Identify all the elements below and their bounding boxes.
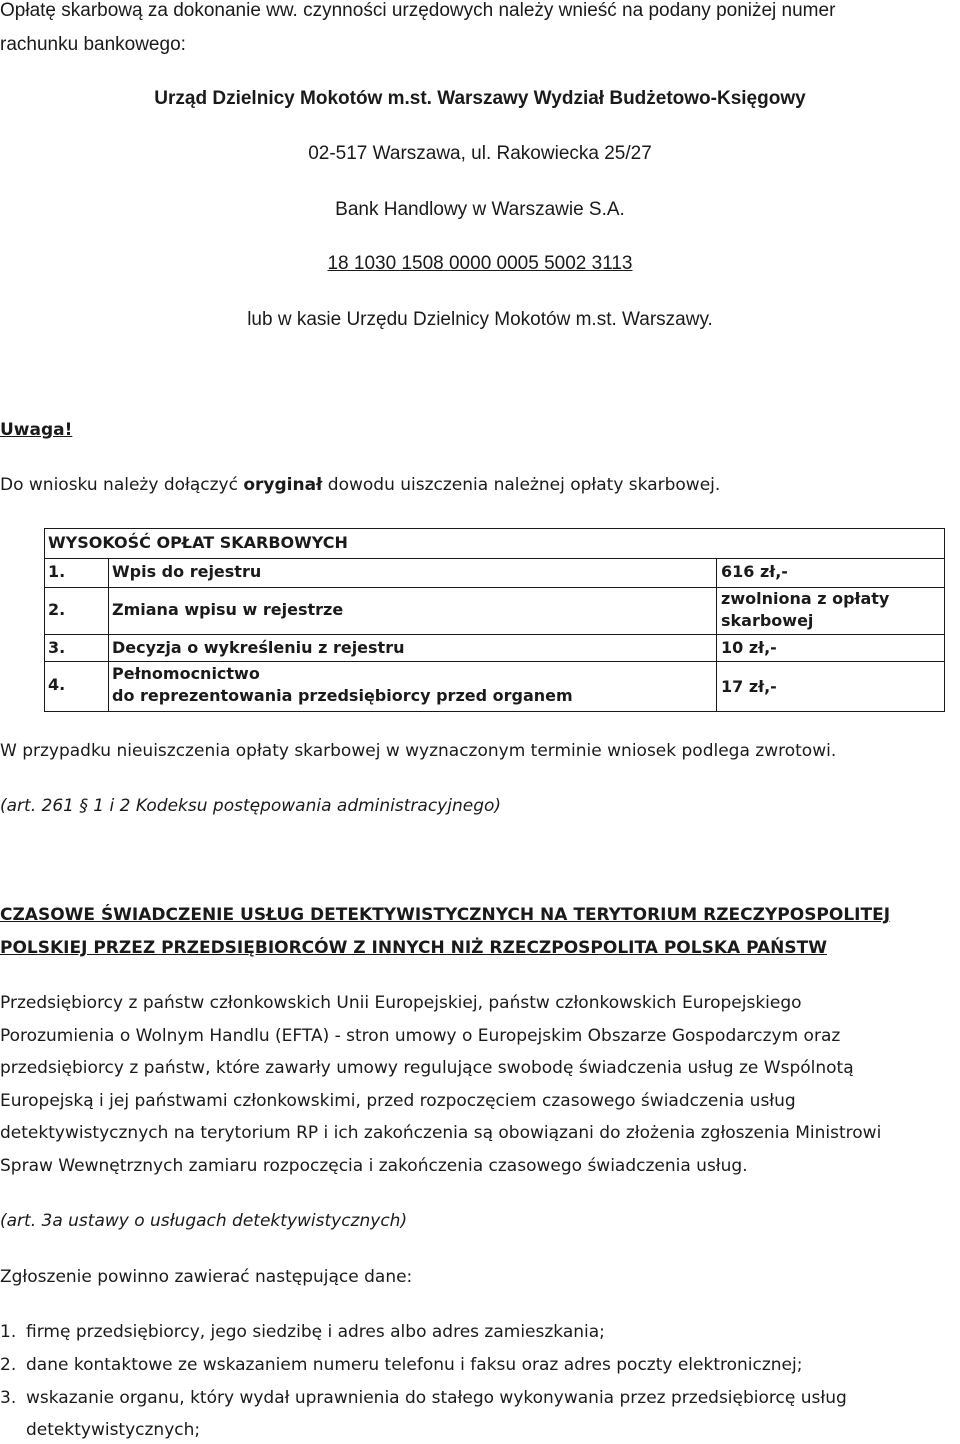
section-paragraph [0,987,960,1183]
fee-row-num: 2. [48,600,66,619]
bank-account-number: 18 1030 1508 0000 0005 5002 3113 [327,253,633,274]
list-item-text: dane kontaktowe ze wskazaniem numeru telefonu i faksu oraz adres poczty elektronicznej; [26,1355,803,1375]
fee-row-amount: 10 zł,- [721,638,777,657]
fee-row-name: Zmiana wpisu w rejestrze [112,600,344,619]
list-intro: Zgłoszenie powinno zawierać następujące dane: [0,1267,413,1287]
paragraph-line: detektywistycznych na terytorium RP i ich zakończenia są obowiązani do złożenia zgłoszenia Ministrowi [0,1123,882,1144]
intro-line-2: rachunku bankowego: [0,34,186,55]
recipient-bank: Bank Handlowy w Warszawie S.A. [335,199,625,220]
table-divider [45,634,944,635]
list-item-text: wskazanie organu, który wydał uprawnienia do stałego wykonywania przez przedsiębiorcę usług [26,1388,847,1408]
notice-text-bold: oryginał [243,475,323,495]
table-divider [45,558,944,559]
paragraph-line: Spraw Wewnętrznych zamiaru rozpoczęcia i zakończenia czasowego świadczenia usług. [0,1155,748,1176]
list-item [0,1355,960,1379]
paragraph-line: Porozumienia o Wolnym Handlu (EFTA) - stron umowy o Europejskim Obszarze Gospodarczym oraz [0,1025,841,1046]
fee-row-name: Decyzja o wykreśleniu z rejestru [112,638,405,657]
recipient-address: 02-517 Warszawa, ul. Rakowiecka 25/27 [308,143,652,164]
legal-basis-detective: (art. 3a ustawy o usługach detektywistycznych) [0,1211,408,1231]
list-item [0,1388,960,1444]
fee-row-name-cont: do reprezentowania przedsiębiorcy przed organem [112,686,573,705]
fee-row-num: 1. [48,562,66,581]
paragraph-line: Europejską i jej państwami członkowskimi, przed rozpoczęciem czasowego świadczenia usług [0,1090,796,1111]
table-col-divider [108,558,109,711]
fee-row-amount: zwolniona z opłaty [721,589,890,608]
fee-row-num: 3. [48,638,66,657]
section-heading-line-1: CZASOWE ŚWIADCZENIE USŁUG DETEKTYWISTYCZNYCH NA TERYTORIUM RZECZYPOSPOLITEJ [0,905,891,925]
intro-line-1: Opłatę skarbową za dokonanie ww. czynności urzędowych należy wnieść na podany poniżej numer [0,0,836,21]
fee-row-name: Pełnomocnictwo [112,664,260,683]
fee-row-amount: 17 zł,- [721,677,777,696]
recipient-name: Urząd Dzielnicy Mokotów m.st. Warszawy Wydział Budżetowo-Księgowy [154,88,806,109]
fee-row-num: 4. [48,675,66,694]
list-item-number: 3. [0,1388,17,1408]
list-item [0,1322,960,1346]
notice-text-after: dowodu uiszczenia należnej opłaty skarbowej. [322,475,721,495]
recipient-alternative: lub w kasie Urzędu Dzielnicy Mokotów m.st. Warszawy. [247,309,713,330]
fee-row-amount: 616 zł,- [721,562,788,581]
table-divider [45,661,944,662]
section-heading-line-2: POLSKIEJ PRZEZ PRZEDSIĘBIORCÓW Z INNYCH NIŻ RZECZPOSPOLITA POLSKA PAŃSTW [0,938,827,958]
notice-text-before: Do wniosku należy dołączyć [0,475,244,495]
table-col-divider [716,558,717,711]
list-item-number: 1. [0,1322,17,1342]
list-item-text: firmę przedsiębiorcy, jego siedzibę i adres albo adres zamieszkania; [26,1322,605,1342]
list-item-number: 2. [0,1355,17,1375]
list-item-text-cont: detektywistycznych; [26,1420,201,1440]
paragraph-line: przedsiębiorcy z państw, które zawarły umowy regulujące swobodę świadczenia usług ze Wspólnotą [0,1058,854,1079]
legal-basis-kpa: (art. 261 § 1 i 2 Kodeksu postępowania administracyjnego) [0,796,502,816]
return-note: W przypadku nieuiszczenia opłaty skarbowej w wyznaczonym terminie wniosek podlega zwrotowi. [0,741,837,761]
fees-table-header: WYSOKOŚĆ OPŁAT SKARBOWYCH [48,533,348,552]
notice-title: Uwaga! [0,420,73,440]
fee-row-name: Wpis do rejestru [112,562,262,581]
notice-text [0,475,720,495]
fee-row-amount-cont: skarbowej [721,611,814,630]
paragraph-line: Przedsiębiorcy z państw członkowskich Unii Europejskiej, państw członkowskich Europejskiego [0,993,802,1013]
fees-table [44,528,945,712]
